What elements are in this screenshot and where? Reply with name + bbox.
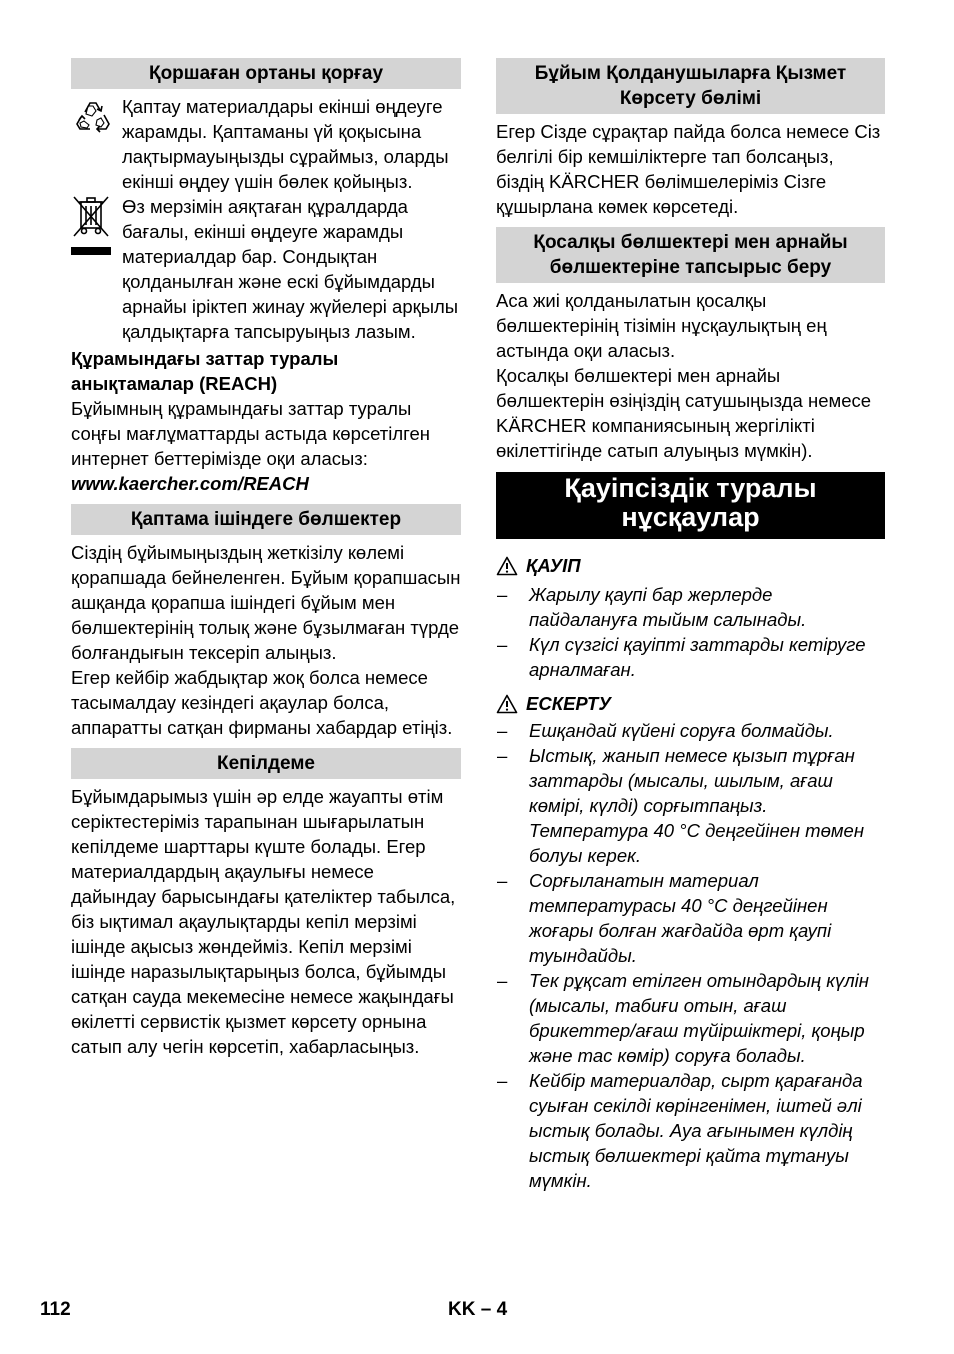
safety-section-title: Қауіпсіздік туралы нұсқаулар [496, 472, 885, 539]
list-item: – Ешқандай күйені соруға болмайды. [496, 718, 885, 743]
list-item: – Жарылу қаупі бар жерлерде пайдалануға тыйым салынады. [496, 582, 885, 632]
list-item: – Күл сүзгісі қауіпті заттарды кетіруге арналмаған. [496, 632, 885, 682]
list-item: – Ыстық, жанып немесе қызып тұрған заттарды (мысалы, шылым, ағаш көмірі, күлді) сорғытпаңыз. Температура 40 °C деңгейінен төмен болуы керек. [496, 743, 885, 868]
package-paragraph-2: Егер кейбір жабдықтар жоқ болса немесе тасымалдау кезіндегі ақаулар болса, аппаратты сатқан фирманы хабардар етіңіз. [71, 667, 453, 738]
package-paragraph-1: Сіздің бұйымыңыздың жеткізілу көлемі қорапшада бейнеленген. Бұйым қорапшасын ашқанда қорапша ішіндегі бұйым мен бөлшектерінің толық және бұзылмаған түрде болғандығын тексеріп алыңыз. [71, 542, 461, 663]
section-code: KK – 4 [448, 1299, 508, 1320]
danger-list [496, 582, 885, 682]
env-section-title: Қоршаған ортаны қорғау [71, 58, 461, 89]
right-column [496, 58, 885, 1193]
reach-title: Құрамындағы заттар туралы анықтамалар (REACH) [71, 348, 339, 394]
list-item: – Тек рұқсат етілген отындардың күлін (мысалы, табиғи отын, ағаш брикеттер/ағаш түйіршіктері, қоңыр және тас көмір) соруға болады. [496, 968, 885, 1068]
warning-triangle-icon [496, 694, 518, 714]
recycling-note [71, 94, 461, 194]
left-column [71, 58, 461, 1059]
reach-paragraph: Бұйымның құрамындағы заттар туралы соңғы мағлұматтарды астыда көрсетілген интернет беттерімізде оқи аласыз: [71, 398, 431, 469]
service-paragraph: Егер Сізде сұрақтар пайда болса немесе Сіз белгілі бір кемшіліктерге тап болсаңыз, біздің KÄRCHER бөлімшелеріміз Сізге құшырлана көмек көрсетеді. [496, 121, 881, 217]
parts-section-title: Қосалқы бөлшектері мен арнайы бөлшектеріне тапсырыс беру [496, 227, 885, 283]
warning-triangle-icon [496, 556, 518, 576]
danger-label: ҚАУІП [526, 555, 581, 576]
page-number: 112 [40, 1299, 71, 1320]
disposal-note [71, 194, 461, 344]
warranty-paragraph: Бұйымдарымыз үшін әр елде жауапты өтім серіктестеріміз тарапынан шығарылатын кепілдеме шарттары күште болады. Егер материалдардың ақаулығы немесе дайындау барысындағы қателіктер табылса, біз ықтимал ақаулықтарды кепіл мерзімі ішінде ақысыз жөндейміз. Кепіл мерзімі ішінде наразылықтарыңыз болса, бұйымды сатқан сауда мекемесіне немесе жақындағы өкілетті сервистік қызмет көрсету орнына сатып алу чегін көрсетіп, хабарласыңыз. [71, 786, 456, 1057]
danger-heading [496, 553, 885, 578]
crossed-bin-icon [71, 194, 113, 260]
parts-paragraph-2: Қосалқы бөлшектері мен арнайы бөлшектерін өзіңіздің сатушыңызда немесе KÄRCHER компаниясының жергілікті өкілеттігінде сатып алуыңыз мүмкін). [496, 365, 872, 461]
list-item: – Кейбір материалдар, сырт қарағанда суыған секілді көрінгенімен, іштей әлі ыстық болады. Ауа ағынымен күлдің ыстық бөлшектері қайта тұтануы мүмкін. [496, 1068, 885, 1193]
service-section-title: Бұйым Қолданушыларға Қызмет Көрсету бөлімі [496, 58, 885, 114]
env-paragraph-2: Өз мерзімін аяқтаған құралдарда бағалы, екінші өңдеуге жарамды материалдар бар. Сондықтан қолданылған және ескі бұйымдарды арнайы іріктеп жинау жүйелері арқылы қалдықтарға тапсыруыңыз лазым. [122, 196, 459, 342]
env-paragraph-1: Қаптау материалдары екінші өңдеуге жарамды. Қаптаманы үй қоқысына лақтырмауыңызды сұраймыз, оларды екінші өңдеу үшін бөлек қойыңыз. [122, 96, 449, 192]
warranty-section-title: Кепілдеме [71, 748, 461, 779]
warning-label: ЕСКЕРТУ [526, 693, 611, 714]
recycle-icon [71, 96, 115, 140]
package-section-title: Қаптама ішіндеге бөлшектер [71, 504, 461, 535]
warning-list [496, 718, 885, 1193]
reach-link[interactable]: www.kaercher.com/REACH [71, 473, 309, 494]
warning-heading [496, 691, 885, 716]
list-item: – Сорғыланатын материал температурасы 40 °C деңгейінен жоғары болған жағдайда өрт қаупі туындайды. [496, 868, 885, 968]
parts-paragraph-1: Аса жиі қолданылатын қосалқы бөлшектерінің тізімін нұсқаулықтың ең астында оқи аласыз. [496, 290, 827, 361]
